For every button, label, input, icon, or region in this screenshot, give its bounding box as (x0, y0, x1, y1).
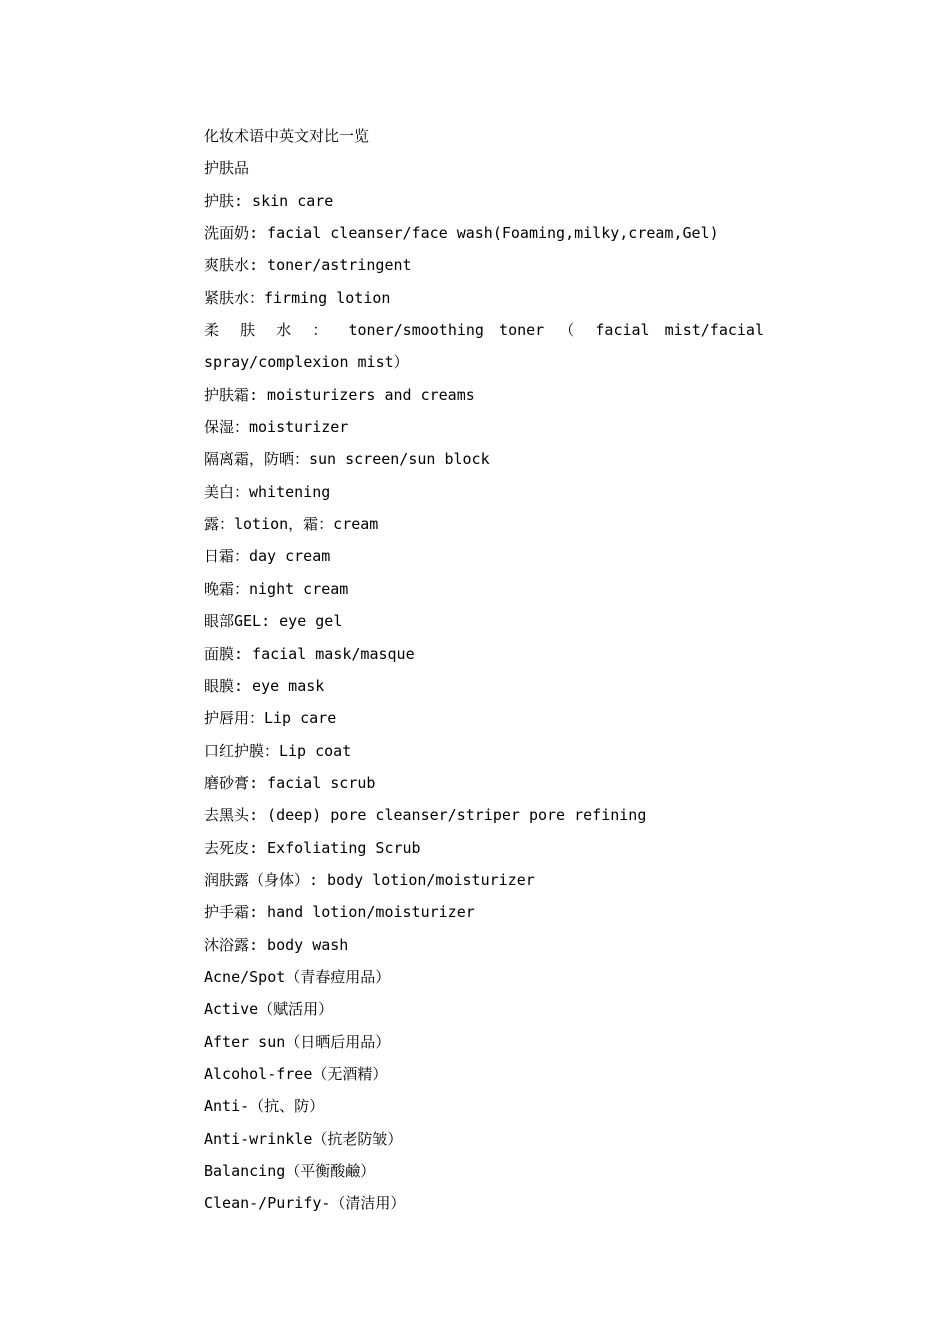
term-line: Anti-wrinkle（抗老防皱） (204, 1129, 403, 1148)
term-line: 露：lotion，霜：cream (204, 515, 379, 534)
term-line: 紧肤水：firming lotion (204, 288, 391, 307)
term-line: 去黑头: (deep) pore cleanser/striper pore refining (204, 806, 647, 825)
term-line: 美白：whitening (204, 482, 331, 501)
section-heading: 护肤品 (204, 159, 250, 178)
term-line: 面膜: facial mask/masque (204, 644, 415, 663)
term-line: 晚霜：night cream (204, 579, 349, 598)
term-line: 口红护膜：Lip coat (204, 741, 352, 760)
term-line: 护肤霜: moisturizers and creams (204, 385, 475, 404)
term-line: Balancing（平衡酸鹼） (204, 1162, 376, 1180)
term-line: 爽肤水: toner/astringent (204, 256, 412, 275)
term-line: 去死皮: Exfoliating Scrub (204, 838, 421, 857)
term-line-continued: spray/complexion mist） (204, 353, 409, 372)
term-line: 护肤: skin care (204, 191, 334, 210)
term-line: Clean-/Purify-（清洁用） (204, 1194, 406, 1213)
term-line: 日霜：day cream (204, 547, 331, 566)
document-body (204, 120, 764, 1220)
term-line-justified: 柔 肤 水 ： toner/smoothing toner （ facial mist/facial (204, 321, 764, 340)
term-line: 眼部GEL: eye gel (204, 612, 343, 631)
term-line: Anti-（抗、防） (204, 1097, 325, 1116)
term-line: 护手霜: hand lotion/moisturizer (204, 903, 475, 922)
term-line: 润肤露（身体）: body lotion/moisturizer (204, 870, 535, 889)
term-line: 护唇用：Lip care (204, 709, 337, 728)
term-line: 眼膜: eye mask (204, 676, 325, 695)
term-line: 洗面奶: facial cleanser/face wash(Foaming,milky,cream,Gel) (204, 224, 719, 243)
term-line: Acne/Spot（青春痘用品） (204, 967, 391, 986)
term-line: Active（赋活用） (204, 1000, 334, 1019)
term-line: 磨砂膏: facial scrub (204, 773, 376, 792)
term-line: Alcohol-free（无酒精） (204, 1064, 388, 1083)
term-line: 保湿：moisturizer (204, 418, 349, 437)
term-line: 沐浴露: body wash (204, 935, 349, 954)
term-line: After sun（日晒后用品） (204, 1032, 391, 1051)
document-title: 化妆术语中英文对比一览 (204, 127, 370, 145)
term-line: 隔离霜，防晒：sun screen/sun block (204, 450, 490, 469)
